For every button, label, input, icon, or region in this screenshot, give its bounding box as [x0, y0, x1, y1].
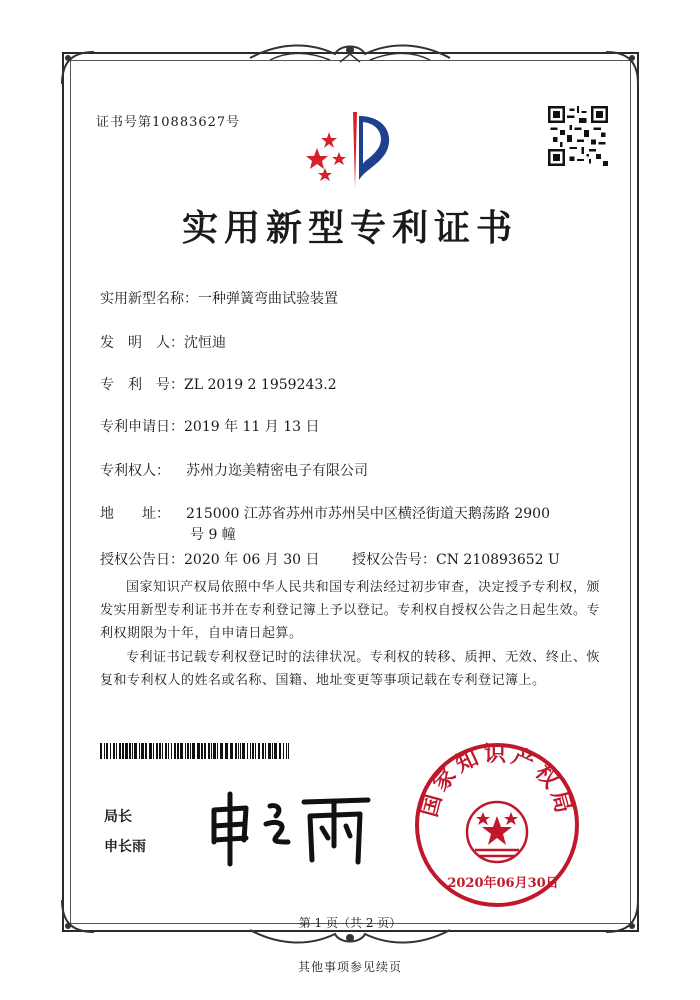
field-label: 授权公告号： — [352, 552, 436, 568]
page-number: 第 1 页（共 2 页） — [298, 916, 402, 930]
field-filing-date — [100, 416, 320, 436]
field-value: 苏州力迩美精密电子有限公司 — [186, 463, 368, 479]
field-grant-number — [352, 549, 560, 569]
field-label: 专 利 号： — [100, 377, 184, 393]
field-inventor — [100, 332, 226, 352]
field-name — [100, 288, 338, 308]
chief-title: 局长 — [104, 809, 132, 825]
svg-text:国家知识产权局: 国家知识产权局 — [417, 742, 577, 820]
field-owner — [100, 460, 368, 480]
field-value: CN 210893652 U — [436, 552, 560, 568]
field-value: ZL 2019 2 1959243.2 — [184, 377, 337, 393]
corner-ornament-icon — [58, 48, 98, 88]
qr-code-icon — [548, 106, 608, 166]
certificate-number: 证书号第10883627号 — [96, 115, 241, 130]
field-value: 沈恒迪 — [184, 335, 226, 351]
certificate-title: 实用新型专利证书 — [181, 207, 518, 249]
seal-date: 2020年06月30日 — [447, 876, 559, 891]
chief-name: 申长雨 — [104, 839, 146, 855]
continuation-note: 其他事项参见续页 — [297, 960, 402, 974]
legal-paragraph-2: 专利证书记载专利权登记时的法律状况。专利权的转移、质押、无效、终止、恢复和专利权人的姓名或名称、国籍、地址变更等事项记载在专利登记簿上。 — [100, 650, 600, 688]
field-value: 2019 年 11 月 13 日 — [184, 419, 320, 435]
legal-paragraph-1: 国家知识产权局依照中华人民共和国专利法经过初步审查，决定授予专利权，颁发实用新型专利证书并在专利登记簿上予以登记。专利权自授权公告之日起生效。专利权期限为十年，自申请日起算。 — [100, 580, 600, 641]
field-label: 专利申请日： — [100, 419, 184, 435]
corner-ornament-icon — [602, 48, 642, 88]
field-grant-date — [100, 549, 320, 569]
barcode-icon — [100, 743, 290, 759]
field-address-line2: 号 9 幢 — [190, 527, 236, 543]
field-value: 215000 江苏省苏州市苏州吴中区横泾街道天鹅荡路 2900 — [186, 506, 550, 522]
field-label: 专利权人： — [100, 463, 170, 479]
cnipa-logo-icon — [295, 108, 405, 194]
field-label: 实用新型名称： — [100, 291, 198, 307]
field-label: 地 址： — [100, 506, 170, 522]
top-ornament-icon — [240, 40, 460, 66]
field-patent-number — [100, 374, 337, 394]
field-value: 2020 年 06 月 30 日 — [184, 552, 320, 568]
field-value: 一种弹簧弯曲试验装置 — [198, 291, 338, 307]
field-label: 授权公告日： — [100, 552, 184, 568]
field-label: 发 明 人： — [100, 335, 184, 351]
field-address — [100, 503, 550, 523]
handwritten-signature-icon — [200, 780, 380, 870]
